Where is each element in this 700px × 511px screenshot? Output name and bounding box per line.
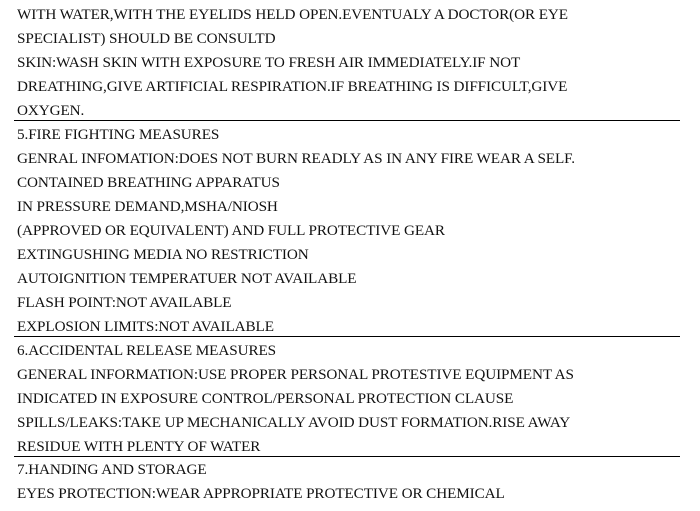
section-heading-handling-storage: 7.HANDING AND STORAGE — [17, 461, 207, 478]
text-line: IN PRESSURE DEMAND,MSHA/NIOSH — [17, 198, 278, 215]
text-line: CONTAINED BREATHING APPARATUS — [17, 174, 280, 191]
text-line: INDICATED IN EXPOSURE CONTROL/PERSONAL PROTECTION CLAUSE — [17, 390, 514, 407]
text-line: OXYGEN. — [17, 102, 85, 119]
text-line: RESIDUE WITH PLENTY OF WATER — [17, 438, 261, 455]
text-line: DREATHING,GIVE ARTIFICIAL RESPIRATION.IF BREATHING IS DIFFICULT,GIVE — [17, 78, 568, 95]
text-line: GENRAL INFOMATION:DOES NOT BURN READLY AS IN ANY FIRE WEAR A SELF. — [17, 150, 575, 167]
section-heading-accidental-release: 6.ACCIDENTAL RELEASE MEASURES — [17, 342, 276, 359]
section-divider — [14, 336, 680, 337]
text-line: FLASH POINT:NOT AVAILABLE — [17, 294, 232, 311]
text-line: SPILLS/LEAKS:TAKE UP MECHANICALLY AVOID DUST FORMATION.RISE AWAY — [17, 414, 571, 431]
text-line: EXTINGUSHING MEDIA NO RESTRICTION — [17, 246, 309, 263]
text-line: EXPLOSION LIMITS:NOT AVAILABLE — [17, 318, 274, 335]
text-line: GENERAL INFORMATION:USE PROPER PERSONAL PROTESTIVE EQUIPMENT AS — [17, 366, 574, 383]
text-line: SPECIALIST) SHOULD BE CONSULTD — [17, 30, 276, 47]
text-line: AUTOIGNITION TEMPERATUER NOT AVAILABLE — [17, 270, 357, 287]
text-line: EYES PROTECTION:WEAR APPROPRIATE PROTECTIVE OR CHEMICAL — [17, 485, 505, 502]
section-heading-fire-fighting: 5.FIRE FIGHTING MEASURES — [17, 126, 220, 143]
section-divider — [14, 120, 680, 121]
text-line: SKIN:WASH SKIN WITH EXPOSURE TO FRESH AIR IMMEDIATELY.IF NOT — [17, 54, 521, 71]
section-divider — [14, 456, 680, 457]
text-line: (APPROVED OR EQUIVALENT) AND FULL PROTECTIVE GEAR — [17, 222, 445, 239]
text-line: WITH WATER,WITH THE EYELIDS HELD OPEN.EVENTUALY A DOCTOR(OR EYE — [17, 6, 568, 23]
